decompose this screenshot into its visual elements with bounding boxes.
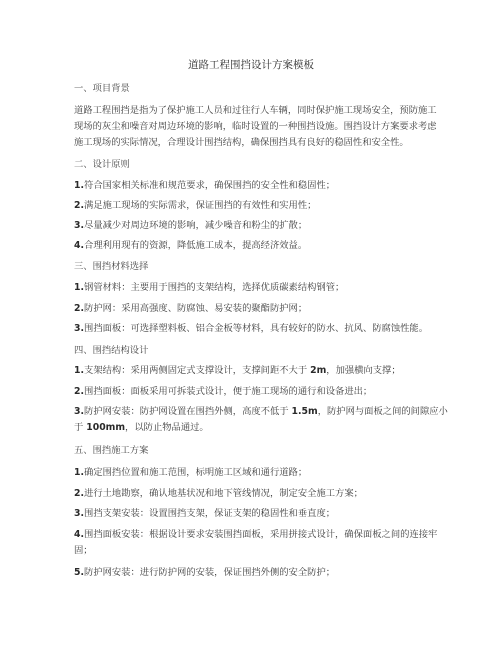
list-text: ，防护网与面板之间的间隙应小 [317, 406, 448, 417]
list-number: 2. [74, 303, 85, 314]
list-item [74, 281, 434, 294]
list-number: 3. [74, 508, 85, 519]
section-heading-construction: 五、围挡施工方案 [74, 445, 149, 456]
list-text: 围挡支架安装：设置围挡支架，保证支架的稳固性和垂直度； [84, 508, 336, 519]
list-number: 4. [74, 240, 85, 251]
list-number: 3. [74, 323, 85, 334]
list-item [74, 199, 434, 212]
list-number: 1. [74, 365, 85, 376]
list-number: 1. [74, 282, 85, 293]
list-text: 支架结构：采用两侧固定式支撑设计，支撑间距不大于 [84, 365, 311, 376]
list-number: 5. [74, 567, 85, 578]
list-item-continued [74, 421, 434, 434]
list-item [74, 385, 434, 398]
list-number: 1. [74, 467, 85, 478]
paragraph-line: 施工现场的实际情况，合理设计围挡结构，确保围挡具有良好的稳固性和安全性。 [74, 137, 409, 148]
list-text: ，加强横向支撑； [326, 365, 401, 376]
list-number: 2. [74, 386, 85, 397]
section-heading-materials: 三、围挡材料选择 [74, 261, 149, 272]
list-text: 防护网安装：防护网设置在围挡外侧，高度不低于 [84, 406, 292, 417]
list-item [74, 487, 434, 500]
paragraph-line: 道路工程围挡是指为了保护施工人员和过往行人车辆，同时保护施工现场安全，预防施工 [74, 105, 437, 116]
document-title: 道路工程围挡设计方案模板 [188, 59, 314, 71]
list-number: 4. [74, 529, 85, 540]
list-text: 进行土地勘察，确认地基状况和地下管线情况，制定安全施工方案； [84, 488, 363, 499]
list-text: 钢管材料：主要用于围挡的支架结构，选择优质碳素结构钢管； [84, 282, 345, 293]
list-item-continued: 固； [74, 545, 93, 556]
list-text: 尽量减少对周边环境的影响，减少噪音和粉尘的扩散； [84, 220, 308, 231]
list-item [74, 405, 448, 418]
section-heading-structure: 四、围挡结构设计 [74, 345, 149, 356]
list-number: 1. [74, 180, 85, 191]
list-item [74, 566, 434, 579]
list-item [74, 179, 434, 192]
list-number: 2. [74, 200, 85, 211]
list-text: 合理利用现有的资源，降低施工成本，提高经济效益。 [84, 240, 308, 251]
list-item [74, 507, 434, 520]
list-text: 围挡面板：面板采用可拆装式设计，便于施工现场的通行和设备进出； [84, 386, 373, 397]
list-item [74, 528, 438, 541]
list-number: 3. [74, 220, 85, 231]
list-item [74, 239, 434, 252]
list-text: 符合国家相关标准和规范要求，确保围挡的安全性和稳固性； [84, 180, 336, 191]
list-number: 2. [74, 488, 85, 499]
list-text: 围挡面板：可选择塑料板、铝合金板等材料，具有较好的防水、抗风、防腐蚀性能。 [84, 323, 429, 334]
list-text: 确定围挡位置和施工范围，标明施工区域和通行道路； [84, 467, 308, 478]
list-measure: 100mm [86, 422, 126, 433]
list-item [74, 302, 434, 315]
list-text: 防护网：采用高强度、防腐蚀、易安装的聚酯防护网； [84, 303, 308, 314]
list-text: 于 [74, 422, 87, 433]
list-text: 围挡面板安装：根据设计要求安装围挡面板，采用拼接式设计，确保面板之间的连接牢 [84, 529, 438, 540]
list-item [74, 364, 434, 377]
list-text: 防护网安装：进行防护网的安装，保证围挡外侧的安全防护； [84, 567, 336, 578]
paragraph-line: 现场的灰尘和噪音对周边环境的影响，临时设置的一种围挡设施。围挡设计方案要求考虑 [74, 121, 437, 132]
list-measure: 2m [310, 365, 327, 376]
list-item [74, 219, 434, 232]
list-text: ，以防止物品通过。 [125, 422, 209, 433]
section-heading-principles: 二、设计原则 [74, 159, 130, 170]
list-measure: 1.5m [291, 406, 318, 417]
list-item [74, 322, 434, 335]
list-item [74, 466, 434, 479]
list-number: 3. [74, 406, 85, 417]
section-heading-background: 一、项目背景 [74, 83, 130, 94]
list-text: 满足施工现场的实际需求，保证围挡的有效性和实用性； [84, 200, 317, 211]
